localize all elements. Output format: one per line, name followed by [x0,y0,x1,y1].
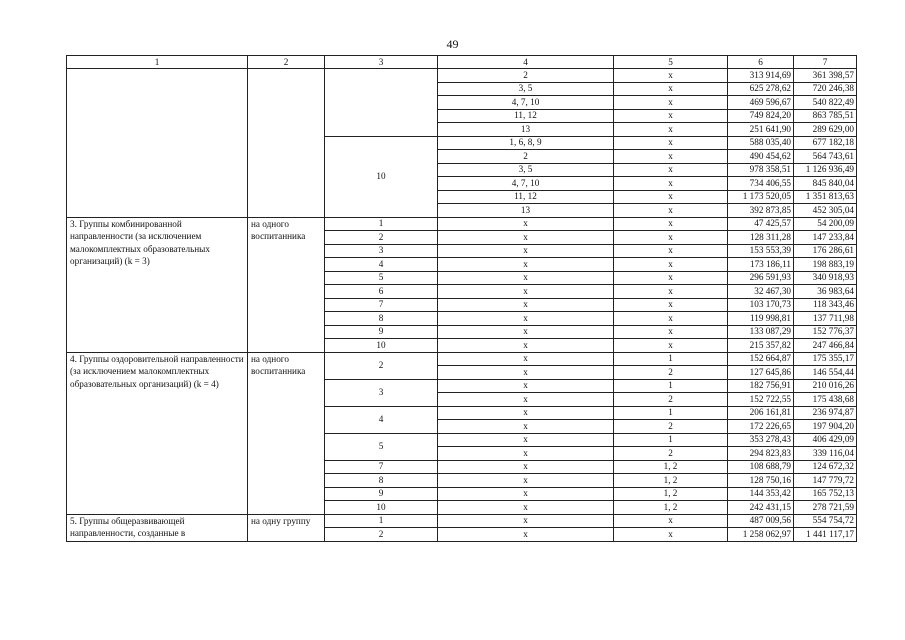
table-cell: 7 [325,460,438,474]
table-cell: 172 226,65 [728,420,794,434]
table-cell: 469 596,67 [728,96,794,110]
size-cell: 10 [325,136,438,217]
table-cell: 4, 7, 10 [438,177,614,191]
table-cell: х [438,528,614,542]
table-cell: 11, 12 [438,190,614,204]
table-row [67,69,857,83]
table-cell: х [614,285,728,299]
table-cell: 9 [325,325,438,339]
table-cell: 10 [325,339,438,353]
table-cell: 978 358,51 [728,163,794,177]
table-cell: 1 [325,217,438,231]
table-cell: х [438,487,614,501]
group-name-cell [67,69,248,218]
table-cell: 103 170,73 [728,298,794,312]
table-cell: 313 914,69 [728,69,794,83]
column-header: 5 [614,56,728,69]
table-cell: 1, 2 [614,474,728,488]
table-cell: 10 [325,501,438,515]
group-name-cell: 5. Группы общеразвивающей направленности, созданные в [67,514,248,541]
table-cell: 173 186,11 [728,258,794,272]
table-cell: х [438,501,614,515]
table-cell: х [438,366,614,380]
table-cell: 340 918,93 [794,271,857,285]
column-header: 7 [794,56,857,69]
size-cell: 4 [325,406,438,433]
table-cell: х [438,433,614,447]
table-cell: х [614,271,728,285]
table-cell: 251 641,90 [728,123,794,137]
table-cell: 2 [325,528,438,542]
tariff-table [66,55,857,542]
table-cell: х [438,474,614,488]
table-cell: 1 [325,514,438,528]
table-cell: 392 873,85 [728,204,794,218]
table-cell: х [614,325,728,339]
table-cell: 210 016,26 [794,379,857,393]
size-cell: 5 [325,433,438,460]
table-cell: 734 406,55 [728,177,794,191]
table-cell: х [614,514,728,528]
table-cell: 176 286,61 [794,244,857,258]
table-cell: х [438,514,614,528]
table-cell: 6 [325,285,438,299]
table-cell: х [438,298,614,312]
table-cell: 1, 2 [614,501,728,515]
table-cell: 108 688,79 [728,460,794,474]
table-cell: 1 [614,433,728,447]
table-cell: 1, 2 [614,487,728,501]
table-cell: 540 822,49 [794,96,857,110]
table-cell: 152 776,37 [794,325,857,339]
table-cell: 4 [325,258,438,272]
table-cell: 289 629,00 [794,123,857,137]
table-cell: 13 [438,123,614,137]
table-row [67,352,857,366]
table-cell: 36 983,64 [794,285,857,299]
table-cell: 1 [614,352,728,366]
table-cell: 749 824,20 [728,109,794,123]
table-cell: х [614,217,728,231]
table-cell: 146 554,44 [794,366,857,380]
column-header: 6 [728,56,794,69]
table-cell: 118 343,46 [794,298,857,312]
table-cell: х [614,177,728,191]
table-cell: 361 398,57 [794,69,857,83]
table-cell: х [438,379,614,393]
table-cell: 242 431,15 [728,501,794,515]
table-cell: х [438,393,614,407]
table-cell: х [438,352,614,366]
table-cell: 182 756,91 [728,379,794,393]
table-cell: 165 752,13 [794,487,857,501]
page-number: 49 [446,37,459,51]
table-cell: х [614,528,728,542]
table-cell: 153 553,39 [728,244,794,258]
table-cell: х [614,244,728,258]
table-cell: 215 357,82 [728,339,794,353]
table-cell: 487 009,56 [728,514,794,528]
table-cell: 9 [325,487,438,501]
table-cell: 1 441 117,17 [794,528,857,542]
table-cell: 1 126 936,49 [794,163,857,177]
table-cell: 720 246,38 [794,82,857,96]
table-cell: 3, 5 [438,82,614,96]
table-cell: 11, 12 [438,109,614,123]
table-cell: х [438,312,614,326]
table-cell: 247 466,84 [794,339,857,353]
table-cell: х [614,136,728,150]
table-cell: х [614,339,728,353]
table-cell: 2 [614,447,728,461]
table-cell: 127 645,86 [728,366,794,380]
table-cell: 1 [614,406,728,420]
table-cell: 128 750,16 [728,474,794,488]
table-cell: 1 [614,379,728,393]
table-cell: 490 454,62 [728,150,794,164]
table-cell: х [614,69,728,83]
column-header: 2 [248,56,325,69]
table-cell: 144 353,42 [728,487,794,501]
table-cell: х [614,312,728,326]
table-cell: х [438,325,614,339]
table-cell: 278 721,59 [794,501,857,515]
table-cell: 296 591,93 [728,271,794,285]
table-cell: х [438,406,614,420]
column-header: 4 [438,56,614,69]
table-cell: 152 722,55 [728,393,794,407]
table-cell: 197 904,20 [794,420,857,434]
table-cell: 554 754,72 [794,514,857,528]
table-cell: х [614,123,728,137]
table-cell: 152 664,87 [728,352,794,366]
table-cell: 13 [438,204,614,218]
size-cell: 2 [325,352,438,379]
table-cell: 339 116,04 [794,447,857,461]
group-name-cell: 3. Группы комбинированной направленности (за исключением малокомплектных образовательных организаций) (k = 3) [67,217,248,352]
table-cell: 3 [325,244,438,258]
table-cell: х [614,190,728,204]
table-cell: х [614,258,728,272]
table-cell: х [614,298,728,312]
table-cell: х [438,460,614,474]
table-cell: х [614,109,728,123]
table-cell: 564 743,61 [794,150,857,164]
table-cell: 133 087,29 [728,325,794,339]
table-cell: 198 883,19 [794,258,857,272]
table-cell: х [614,231,728,245]
table-cell: х [438,285,614,299]
table-cell: 2 [325,231,438,245]
table-cell: 863 785,51 [794,109,857,123]
table-cell: х [614,150,728,164]
table-cell: 625 278,62 [728,82,794,96]
column-header: 1 [67,56,248,69]
table-cell: х [438,447,614,461]
table-cell: 7 [325,298,438,312]
table-cell: х [614,163,728,177]
table-cell: 1 258 062,97 [728,528,794,542]
table-cell: 128 311,28 [728,231,794,245]
table-cell: 4, 7, 10 [438,96,614,110]
unit-cell [248,69,325,218]
table-cell: 32 467,30 [728,285,794,299]
column-header: 3 [325,56,438,69]
table-row [67,217,857,231]
table-cell: 845 840,04 [794,177,857,191]
table-cell: 294 823,83 [728,447,794,461]
table-cell: 175 355,17 [794,352,857,366]
table-cell: 124 672,32 [794,460,857,474]
table-cell: 677 182,18 [794,136,857,150]
table-cell: 5 [325,271,438,285]
table-cell: 2 [614,420,728,434]
table-cell: 8 [325,474,438,488]
table-cell: 137 711,98 [794,312,857,326]
table-cell: х [438,420,614,434]
table-cell: 147 779,72 [794,474,857,488]
table-cell: 54 200,09 [794,217,857,231]
table-cell: 1, 2 [614,460,728,474]
table-cell: х [614,82,728,96]
table-cell: х [614,204,728,218]
unit-cell: на одного воспитанника [248,352,325,514]
table-cell: х [438,339,614,353]
table-cell: 452 305,04 [794,204,857,218]
table-cell: 3, 5 [438,163,614,177]
table-cell: 236 974,87 [794,406,857,420]
group-name-cell: 4. Группы оздоровительной направленности (за исключением малокомплектных образовательных организаций) (k = 4) [67,352,248,514]
table-cell: х [614,96,728,110]
table-cell: 2 [438,69,614,83]
table-row [67,514,857,528]
table-cell: 1 173 520,05 [728,190,794,204]
table-cell: 175 438,68 [794,393,857,407]
table-cell: х [438,258,614,272]
table-cell: 1 351 813,63 [794,190,857,204]
table-cell: 8 [325,312,438,326]
unit-cell: на одного воспитанника [248,217,325,352]
table-cell: 2 [614,366,728,380]
unit-cell: на одну группу [248,514,325,541]
table-cell: 47 425,57 [728,217,794,231]
table-cell: 206 161,81 [728,406,794,420]
table-cell: 353 278,43 [728,433,794,447]
table-cell: х [438,231,614,245]
table-cell: х [438,244,614,258]
size-cell [325,69,438,137]
table-cell: 588 035,40 [728,136,794,150]
table-cell: х [438,271,614,285]
table-cell: 2 [614,393,728,407]
table-cell: 406 429,09 [794,433,857,447]
size-cell: 3 [325,379,438,406]
table-cell: 119 998,81 [728,312,794,326]
header-row [67,56,857,69]
table-cell: х [438,217,614,231]
table-cell: 2 [438,150,614,164]
table-cell: 147 233,84 [794,231,857,245]
table-cell: 1, 6, 8, 9 [438,136,614,150]
